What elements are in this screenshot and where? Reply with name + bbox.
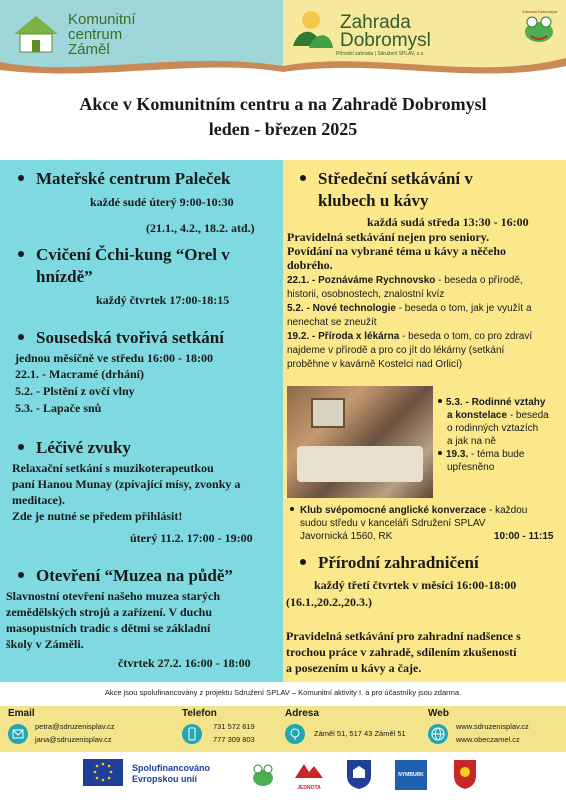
email-values[interactable]: petra@sdruzenisplav.cz jana@sdruzenisplav.cz <box>35 722 115 744</box>
phone-icon <box>182 724 202 744</box>
community-house-icon <box>10 12 62 56</box>
bullet-icon <box>18 572 24 578</box>
bullet-icon <box>290 507 294 511</box>
sousedska-item: 5.2. - Plstění z ovčí vlny <box>15 384 135 398</box>
coat-of-arms-icon <box>345 758 373 790</box>
right-logo-text: Zahrada Dobromysl <box>340 12 431 51</box>
muzeum-when: čtvrtek 27.2. 16:00 - 18:00 <box>118 656 251 670</box>
sousedska-item: 5.3. - Lapače snů <box>15 401 102 415</box>
palecek-dates: (21.1., 4.2., 18.2. atd.) <box>146 221 255 235</box>
phone-values[interactable]: 731 572 619 777 309 803 <box>213 722 255 744</box>
page-title: Akce v Komunitním centru a na Zahradě Dobromysl leden - březen 2025 <box>79 94 487 139</box>
funding-note: Akce jsou spolufinancovány z projektu Sdružení SPLAV – Komunitní aktivity I. a pro účastníky jsou zdarma. <box>104 688 462 697</box>
bullet-icon <box>438 399 442 403</box>
globe-icon <box>428 724 448 744</box>
palecek-when: každé sudé úterý 9:00-10:30 <box>90 195 234 209</box>
jednota-logo: JEDNOTA <box>292 760 326 790</box>
frog-logo-icon <box>248 758 278 790</box>
sousedska-when: jednou měsíčně ve středu 16:00 - 18:00 <box>15 351 213 365</box>
zahradniceni-text: Pravidelná setkávání pro zahradní nadšence s trochou práce v zahradě, sdílením zkušeností a posezením u kávy a čaje. <box>286 629 521 675</box>
bullet-icon <box>18 175 24 181</box>
bullet-icon <box>18 334 24 340</box>
section-title-sousedska: Sousedská tvořivá setkání <box>18 327 224 349</box>
sousedska-item: 22.1. - Macramé (drhání) <box>15 367 144 381</box>
stredecni-intro: Pravidelná setkávání nejen pro seniory. Povídání na vybrané téma u kávy a něčeho dobrého. <box>287 230 507 272</box>
mini-logo-text: Zahrada Dobromysl <box>522 9 558 14</box>
location-pin-icon <box>285 724 305 744</box>
section-title-chikung: Cvičení Čchi-kung “Orel v hnízdě” <box>18 244 230 288</box>
section-title-palecek: Mateřské centrum Paleček <box>18 168 230 190</box>
municipal-crest-icon <box>452 758 478 790</box>
left-logo-text: Komunitní centrum Záměl <box>68 11 136 58</box>
section-title-zahradniceni: Přírodní zahradničení <box>300 552 479 574</box>
address-value: Záměl 51, 517 43 Záměl 51 <box>314 729 406 738</box>
eu-flag-icon <box>83 759 123 786</box>
web-values[interactable]: www.sdruzenisplav.cz www.obeczamel.cz <box>456 722 529 744</box>
stredecni-items: 22.1. - Poznáváme Rychnovsko - beseda o přírodě, historii, osobnostech, znalostní kvíz 5.2. - Nové technologie - beseda o tom, jak je využít a nenechat se zneužít 19.2. - Příroda x lékárna - beseda o tom, co pro zdraví najdeme v přírodě a pro co jít do lékárny (setkání proběhne v kavárně Kostelci nad Orlicí) <box>287 275 533 370</box>
address-heading: Adresa <box>285 708 319 719</box>
english-club: Klub svépomocné anglické konverzace - každou sudou středu v kanceláři Sdružení SPLAV Javornická 1560, RK 10:00 - 11:15 <box>290 504 560 543</box>
bullet-icon <box>18 444 24 450</box>
header-left-banner <box>0 0 283 80</box>
photo-table <box>297 446 423 482</box>
club-meeting-photo <box>287 386 433 498</box>
zahradniceni-when: každý třetí čtvrtek v měsíci 16:00-18:00 <box>314 578 517 592</box>
stredecni-march-items: 5.3. - Rodinné vztahy a konstelace - beseda o rodinných vztazích a jak na ně 19.3. - téma bude upřesněno <box>438 396 563 474</box>
email-heading: Email <box>8 708 35 719</box>
flower-leaf-icon <box>287 6 335 52</box>
bullet-icon <box>300 175 306 181</box>
frog-mascot-icon <box>519 10 559 46</box>
zahradniceni-dates: (16.1.,20.2.,20.3.) <box>286 595 372 609</box>
nymburk-logo: NYMBURK <box>395 760 427 790</box>
lecive-zvuky-when: úterý 11.2. 17:00 - 19:00 <box>130 531 253 545</box>
right-logo-subtitle: Přírodní zahrada | Sdružení SPLAV, z.s. <box>336 51 425 57</box>
eu-funding-text: Spolufinancováno Evropskou unií <box>132 763 211 784</box>
bullet-icon <box>438 451 442 455</box>
chikung-when: každý čtvrtek 17:00-18:15 <box>96 293 230 307</box>
section-title-stredecni: Středeční setkávání v klubech u kávy <box>300 168 473 212</box>
bullet-icon <box>18 251 24 257</box>
section-title-muzeum: Otevření “Muzea na půdě” <box>18 565 233 587</box>
email-icon <box>8 724 28 744</box>
photo-window <box>311 398 345 428</box>
muzeum-text: Slavnostní otevření našeho muzea starých zemědělských strojů a zařízení. V duchu masopustních tradic s dětmi se základní školy v Záměli. <box>6 589 220 651</box>
bullet-icon <box>300 559 306 565</box>
phone-heading: Telefon <box>182 708 217 719</box>
stredecni-when: každá sudá středa 13:30 - 16:00 <box>367 215 529 229</box>
lecive-zvuky-text: Relaxační setkání s muzikoterapeutkou paní Hanou Munay (zpívající mísy, zvonky a meditace). Zde je nutné se předem přihlásit! <box>12 461 241 523</box>
web-heading: Web <box>428 708 449 719</box>
section-title-lecive-zvuky: Léčivé zvuky <box>18 437 131 459</box>
